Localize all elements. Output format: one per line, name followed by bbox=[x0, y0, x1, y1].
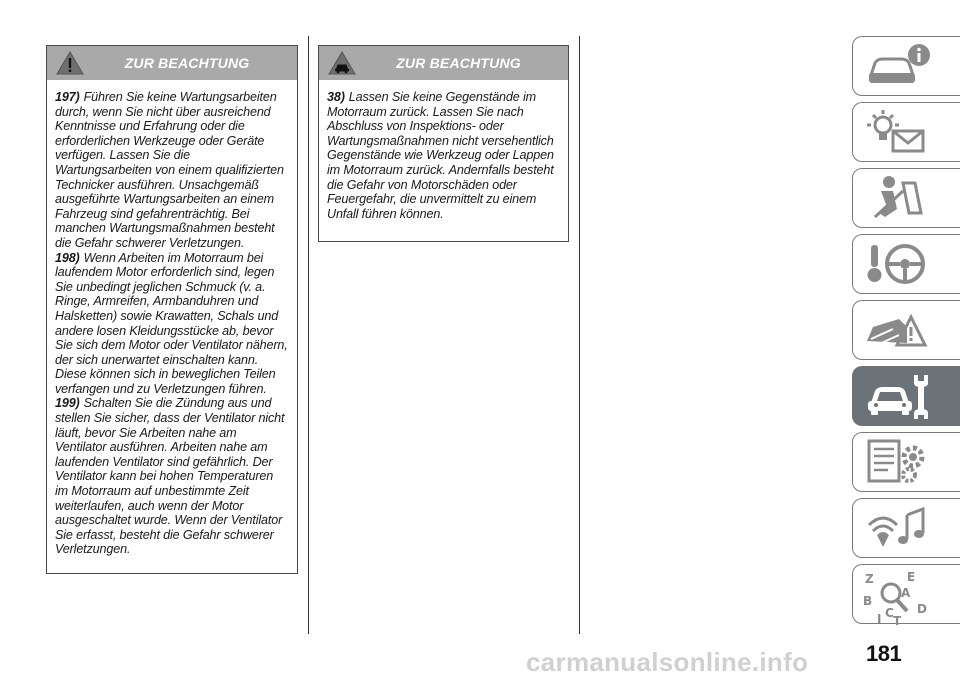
tab-breakdown[interactable] bbox=[852, 300, 960, 360]
car-info-icon bbox=[863, 41, 933, 91]
tab-key-steering-wheel[interactable] bbox=[852, 234, 960, 294]
key-steering-wheel-icon bbox=[863, 239, 933, 289]
note-text: Führen Sie keine Wartungsarbeiten durch, wenn Sie nicht über ausreichend Kenntnisse und Erfahrung oder die erforderlichen Werkzeuge oder Geräte verfügen. Lassen Sie die Wartungsarbeiten von einem qualifizierten Technicker ausführen. Unsachgemäß ausgeführte Wartungsarbeiten an einem Fahrzeug sind gefahrenträchtig. Bei manchen Wartungsmaßnahmen besteht die Gefahr schwerer Verletzungen. bbox=[55, 90, 284, 250]
tab-car-info[interactable] bbox=[852, 36, 960, 96]
column-divider bbox=[579, 36, 580, 634]
svg-text:Z: Z bbox=[865, 572, 874, 586]
warning-header bbox=[319, 46, 568, 80]
tab-warning-lights[interactable] bbox=[852, 102, 960, 162]
tab-multimedia[interactable] bbox=[852, 498, 960, 558]
warning-note bbox=[327, 90, 560, 221]
tab-maintenance[interactable] bbox=[852, 366, 960, 426]
svg-text:T: T bbox=[893, 614, 902, 625]
svg-text:C: C bbox=[885, 606, 894, 620]
warning-body bbox=[47, 80, 297, 565]
watermark: carmanualsonline.info bbox=[526, 647, 809, 677]
specifications-gear-icon bbox=[863, 437, 933, 487]
warning-lights-icon bbox=[863, 107, 933, 157]
note-number: 198) bbox=[55, 250, 80, 265]
warning-box-left bbox=[46, 45, 298, 574]
note-text: Schalten Sie die Zündung aus und stellen Sie sicher, dass der Ventilator nicht läuft, bevor Sie Arbeiten nahe am Ventilator ausführen. Arbeiten nahe am laufenden Ventilator sind gefährlich. Der Ventilator kann bei hohen Temperaturen im Motorraum auf unbestimmte Zeit weiterlaufen, auch wenn der Motor ausgeschaltet wurde. Wenn der Ventilator Sie erfasst, besteht die Gefahr schwerer Verletzungen. bbox=[55, 396, 285, 557]
note-text: Lassen Sie keine Gegenstände im Motorraum zurück. Lassen Sie nach Abschluss von Inspektions- oder Wartungsmaßnahmen nicht versehentlich Gegenstände wie Werkzeug oder Lappen im Motorraum zurück. Andernfalls besteht die Gefahr von Motorschäden oder Feuergefahr, die unvermittelt zu einem Unfall führen können. bbox=[327, 90, 554, 221]
warning-header bbox=[47, 46, 297, 80]
warning-triangle-icon bbox=[55, 50, 85, 76]
svg-text:I: I bbox=[877, 612, 882, 625]
car-warning-triangle-icon bbox=[327, 50, 357, 76]
tab-specifications[interactable] bbox=[852, 432, 960, 492]
breakdown-icon bbox=[863, 305, 933, 355]
warning-title: ZUR BEACHTUNG bbox=[396, 55, 521, 71]
svg-text:A: A bbox=[901, 586, 911, 600]
column-divider bbox=[308, 36, 309, 634]
multimedia-icon bbox=[863, 503, 933, 553]
note-number: 199) bbox=[55, 396, 80, 411]
warning-note bbox=[55, 90, 289, 251]
note-number: 197) bbox=[55, 90, 80, 104]
note-number: 38) bbox=[327, 90, 345, 104]
warning-body bbox=[319, 80, 568, 229]
warning-box-right bbox=[318, 45, 569, 242]
car-wrench-icon bbox=[863, 371, 933, 421]
warning-note bbox=[55, 396, 289, 557]
index-search-icon bbox=[863, 569, 933, 625]
page-number: 181 bbox=[866, 641, 902, 666]
svg-text:D: D bbox=[917, 602, 927, 616]
svg-text:E: E bbox=[907, 570, 916, 584]
note-text: Wenn Arbeiten im Motorraum bei laufendem Motor erforderlich sind, legen Sie unbedingt jeglichen Schmuck (v. a. Ringe, Armreifen, Armbanduhren und Halsketten) sowie Krawatten, Schals und andere losen Kleidungsstücke ab, bevor Sie sich dem Motor oder Ventilator nähern, der sich unerwartet einschalten kann. Diese können sich in beweglichen Teilen verfangen und zu Verletzungen führen. bbox=[55, 250, 288, 396]
tab-index[interactable] bbox=[852, 564, 960, 624]
seat-airbag-icon bbox=[863, 173, 933, 223]
tab-seat-airbag[interactable] bbox=[852, 168, 960, 228]
warning-title: ZUR BEACHTUNG bbox=[124, 55, 250, 71]
svg-text:B: B bbox=[863, 594, 873, 608]
warning-note bbox=[55, 251, 289, 397]
